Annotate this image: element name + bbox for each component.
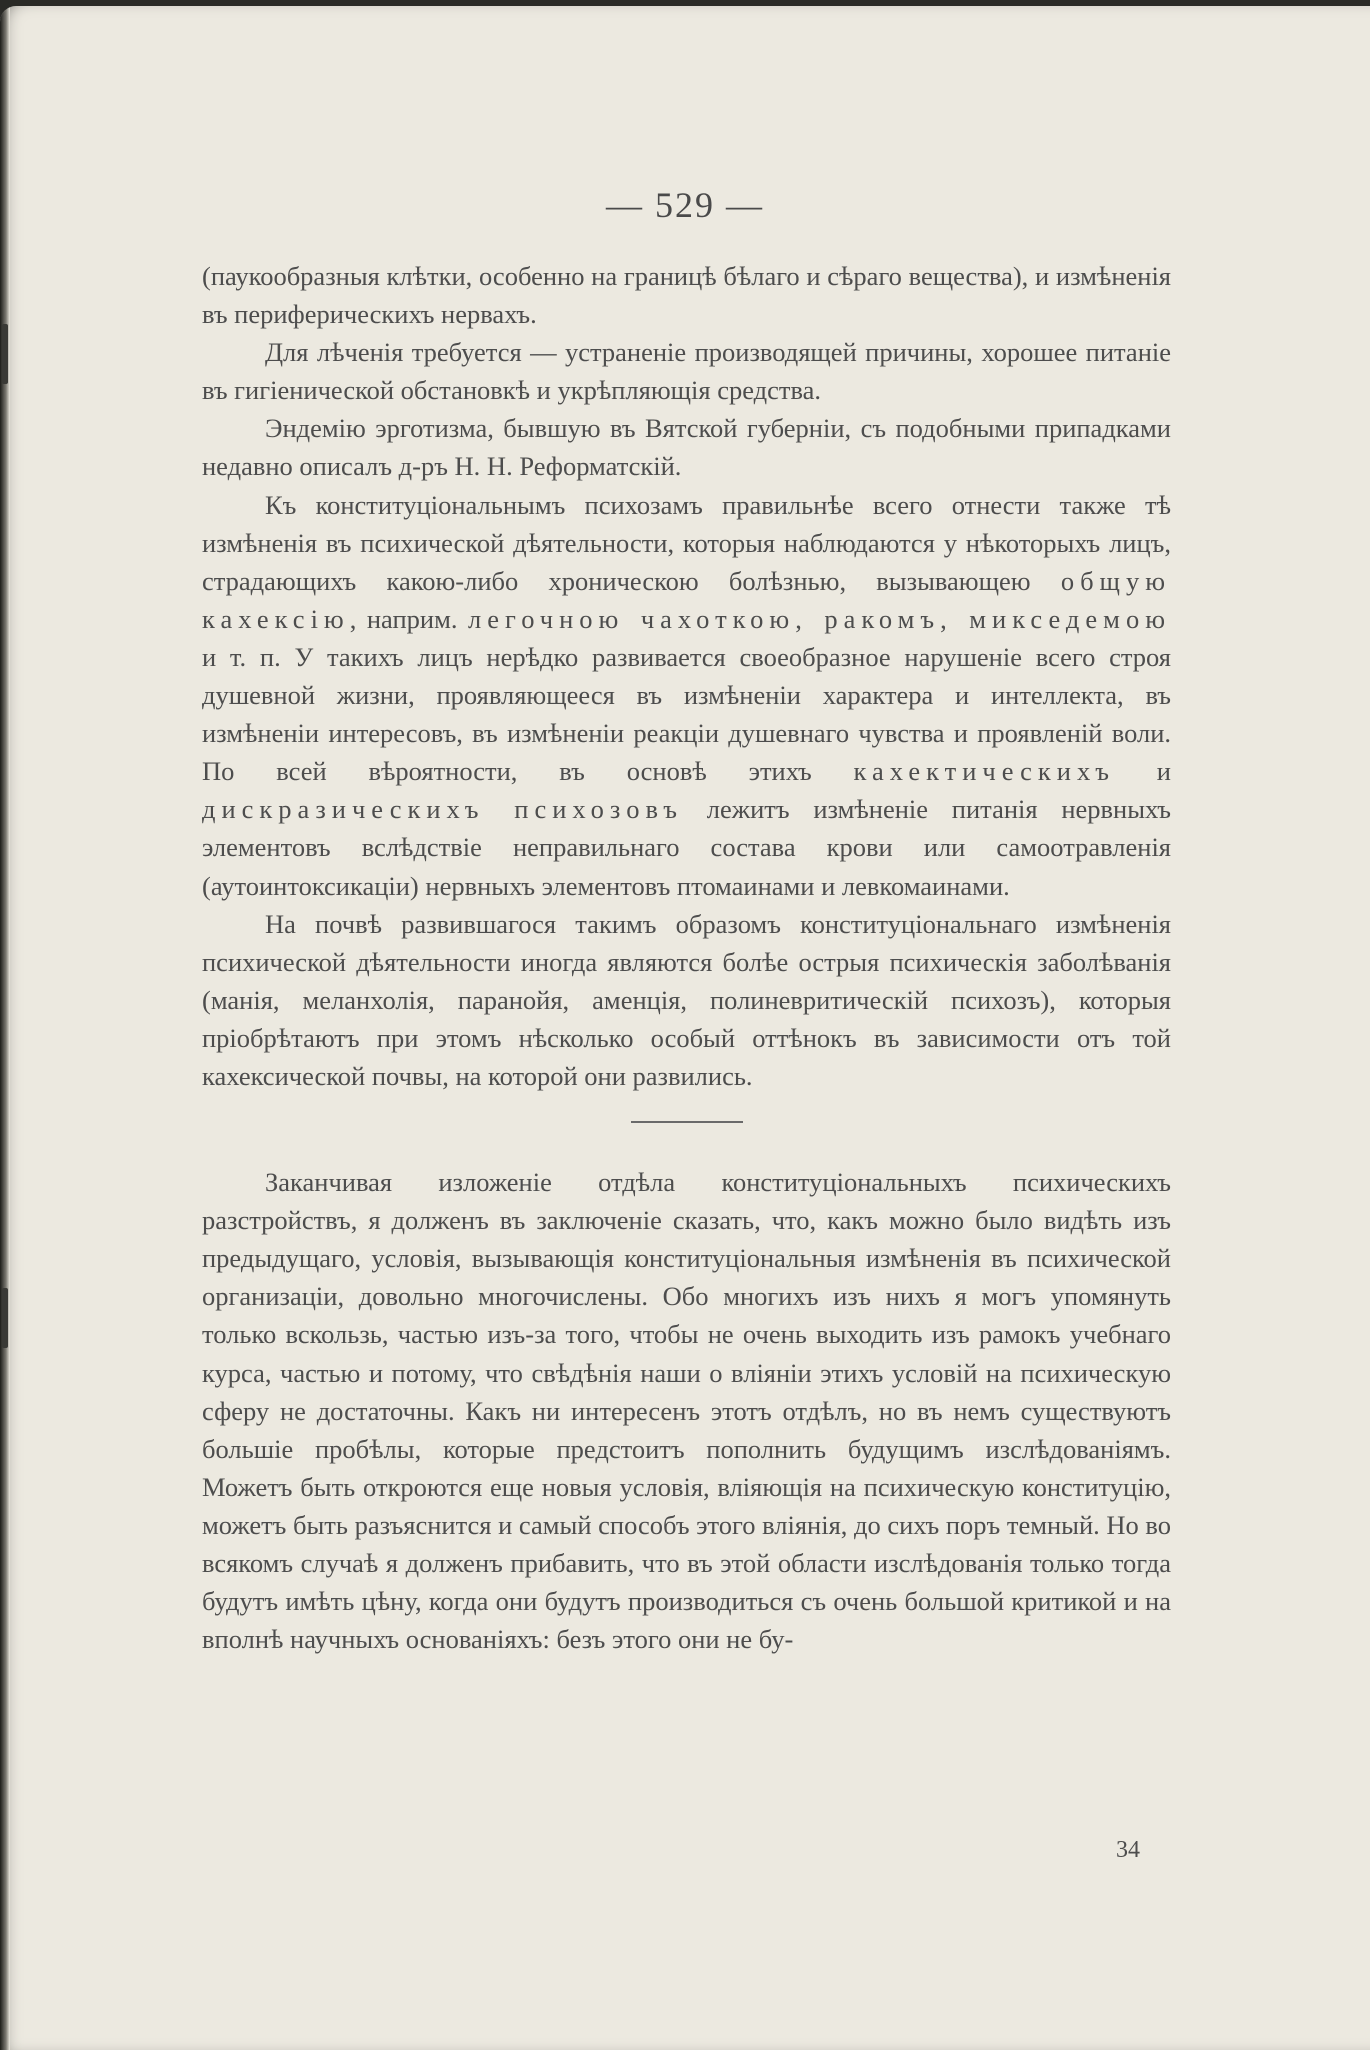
paragraph: На почвѣ развившагося такимъ образомъ конституціональнаго измѣненія психической дѣятельности иногда являются болѣе острыя психическія заболѣванія (манія, меланхолія, паранойя, аменція, полиневритическій психозъ), которыя пріобрѣтаютъ при этомъ нѣсколько особый оттѣнокъ въ зависимости отъ той кахексической почвы, на которой они развились.: [202, 908, 1171, 1091]
spaced-term: общую кахексію: [202, 565, 1171, 634]
spaced-term: кахектическихъ: [853, 756, 1115, 787]
paragraph: [202, 486, 1171, 905]
page-edge-shadow: [0, 6, 10, 2050]
paragraph: Эндемію эрготизма, бывшую въ Вятской губерніи, съ подобными припадками недавно описалъ д-ръ Н. Н. Реформатскій.: [202, 413, 1171, 482]
text-run: Къ конституціональнымъ психозамъ правильнѣе всего отнести также тѣ измѣненія въ психической дѣятельности, которыя наблюдаются у нѣкоторыхъ лицъ, страдающихъ какою-либо хроническою болѣзнью, вызывающею: [202, 489, 1171, 596]
binding-mark: [2, 1288, 8, 1348]
page-number: — 529 —: [606, 185, 764, 225]
body-text: [202, 257, 1171, 1658]
spaced-term: легочною чахоткою, ракомъ, микседемою: [468, 603, 1171, 634]
signature-mark: 34: [1116, 1837, 1140, 1863]
binding-mark: [2, 324, 8, 384]
spaced-term: дискразическихъ психозовъ: [202, 794, 683, 825]
text-run: , наприм.: [349, 603, 468, 634]
paragraph: Заканчивая изложеніе отдѣла конституціональныхъ психическихъ разстройствъ, я долженъ въ заключеніе сказать, что, какъ можно было видѣть изъ предыдущаго, условія, вызывающія конституціональныя измѣненія въ психической организаціи, довольно многочислены. Обо многихъ изъ нихъ я могъ упомянуть только вскользь, частью изъ-за того, чтобы не очень выходить изъ рамокъ учебнаго курса, частью и потому, что свѣдѣнія наши о вліяніи этихъ условій на психическую сферу не достаточны. Какъ ни интересенъ этотъ отдѣлъ, но въ немъ существуютъ большіе пробѣлы, которые предстоитъ пополнить будущимъ изслѣдованіямъ. Можетъ быть откроются еще новыя условія, вліяющія на психическую конституцію, можетъ быть разъяснится и самый способъ этого вліянія, до сихъ поръ темный. Но во всякомъ случаѣ я долженъ прибавить, что въ этой области изслѣдованія только тогда будутъ имѣть цѣну, когда они будутъ производиться съ очень большой критикой и на вполнѣ научныхъ основаніяхъ: безъ этого они не бу-: [202, 1167, 1172, 1655]
text-run: лежитъ измѣненіе питанія нервныхъ элементовъ вслѣдствіе неправильнаго состава крови или самоотравленія (аутоинтоксикаціи) нервныхъ элементовъ птомаинами и левкомаинами.: [202, 794, 1171, 901]
book-page: [0, 6, 1370, 2050]
text-run: и: [1114, 756, 1171, 787]
paragraph: (паукообразныя клѣтки, особенно на границѣ бѣлаго и сѣраго вещества), и измѣненія въ периферическихъ нервахъ.: [202, 261, 1171, 330]
section-divider: [631, 1121, 743, 1123]
paragraph: Для лѣченія требуется — устраненіе производящей причины, хорошее питаніе въ гигіенической обстановкѣ и укрѣпляющія средства.: [202, 337, 1171, 406]
text-run: и т. п. У такихъ лицъ нерѣдко развивается своеобразное нарушеніе всего строя душевной жизни, проявляющееся въ измѣненіи характера и интеллекта, въ измѣненіи интересовъ, въ измѣненіи реакціи душевнаго чувства и проявленій воли. По всей вѣроятности, въ основѣ этихъ: [202, 641, 1171, 787]
